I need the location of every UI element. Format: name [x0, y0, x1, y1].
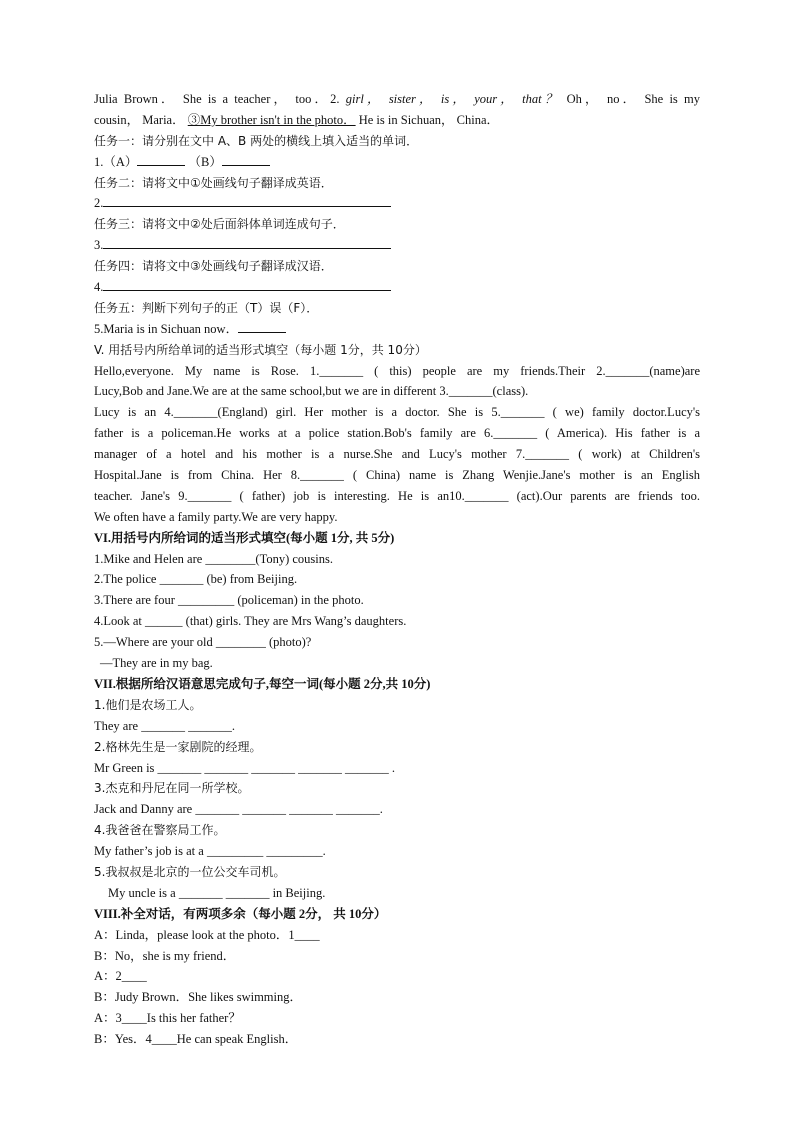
question: My father’s job is at a _________ _________. [94, 844, 326, 859]
section-v-heading: V. 用括号内所给单词的适当形式填空（每小题 1分，共 10分） [94, 342, 427, 357]
dialogue-line: B：Yes．4____He can speak English． [94, 1032, 298, 1047]
passage-line: Lucy is an 4._______(England) girl. Her mother is a doctor. She is 5._______ ( we) family doctor.Lucy's [94, 405, 700, 420]
passage-line: We often have a family party.We are very happy. [94, 509, 338, 524]
passage-line: Julia Brown． She is a teacher， too．2. girl， sister， is， your， that？ Oh， no． She is my [94, 92, 700, 106]
section-vii-heading: VII.根据所给汉语意思完成句子,每空一词(每小题 2分,共 10分) [94, 676, 431, 691]
question: 5.—Where are your old ________ (photo)? [94, 635, 312, 650]
task-instruction: 任务五：判断下列句子的正（T）误（F）． [94, 300, 319, 315]
dialogue-line: A：3____Is this her father？ [94, 1011, 241, 1026]
passage-line: Hello,everyone. My name is Rose. 1._______ ( this) people are my friends.Their 2._______(name)are [94, 363, 700, 378]
answer-line: 1.（A） （B） [94, 152, 700, 173]
dialogue-line: B：No，she is my friend． [94, 948, 236, 963]
task-instruction: 任务四：请将文中③处画线句子翻译成汉语． [94, 259, 333, 274]
question: Mr Green is _______ _______ _______ _______ _______ . [94, 760, 396, 775]
task-instruction: 任务一：请分别在文中 A、B 两处的横线上填入适当的单词． [94, 133, 419, 148]
worksheet-page [94, 89, 700, 1050]
question-chinese: 2.格林先生是一家剧院的经理。 [94, 739, 262, 754]
answer-line: 4. [94, 277, 700, 298]
question-chinese: 4.我爸爸在警察局工作。 [94, 823, 226, 838]
section-vi-heading: VI.用括号内所给词的适当形式填空(每小题 1分, 共 5分) [94, 530, 395, 545]
passage-line: manager of a hotel and his mother is a nurse.She and Lucy's mother 7._______ ( work) at Children's [94, 447, 700, 462]
passage-line: Lucy,Bob and Jane.We are at the same school,but we are in different 3._______(class). [94, 384, 529, 399]
answer-line: 3. [94, 235, 700, 256]
question-chinese: 5.我叔叔是北京的一位公交车司机。 [94, 864, 286, 879]
task-instruction: 任务三：请将文中②处后面斜体单词连成句子． [94, 217, 345, 232]
task-instruction: 任务二：请将文中①处画线句子翻译成英语． [94, 175, 333, 190]
passage-line: Hospital.Jane is from China. Her 8._______ ( China) name is Zhang Wenjie.Jane's mother is an English [94, 468, 700, 483]
section-viii-heading: VIII.补全对话，有两项多余（每小题 2分， 共 10分） [94, 906, 387, 921]
question: 4.Look at ______ (that) girls. They are Mrs Wang’s daughters. [94, 614, 407, 629]
question: 2.The police _______ (be) from Beijing. [94, 572, 298, 587]
passage-line: cousin， Maria． ③My brother isn't in the photo． He is in Sichuan， China． [94, 112, 499, 127]
question: They are _______ _______. [94, 718, 235, 733]
question-chinese: 3.杰克和丹尼在同一所学校。 [94, 781, 250, 796]
question: 1.Mike and Helen are ________(Tony) cousins. [94, 551, 334, 566]
dialogue-line: B：Judy Brown．She likes swimming． [94, 990, 302, 1005]
answer-line: 2. [94, 193, 700, 214]
question: 3.There are four _________ (policeman) in the photo. [94, 593, 364, 608]
question: My uncle is a _______ _______ in Beijing. [108, 885, 326, 900]
dialogue-line: A：2____ [94, 969, 147, 984]
question-chinese: 1.他们是农场工人。 [94, 697, 202, 712]
question: Jack and Danny are _______ _______ _______ _______. [94, 802, 383, 817]
dialogue-line: A：Linda，please look at the photo．1____ [94, 927, 320, 942]
answer-line: 5.Maria is in Sichuan now． [94, 319, 700, 340]
passage-line: father is a policeman.He works at a police station.Bob's family are 6._______ ( America). His father is a [94, 426, 700, 441]
question: —They are in my bag. [100, 656, 213, 671]
passage-line: teacher. Jane's 9._______ ( father) job is interesting. He is an10._______ (act).Our parents are friends too. [94, 488, 700, 503]
